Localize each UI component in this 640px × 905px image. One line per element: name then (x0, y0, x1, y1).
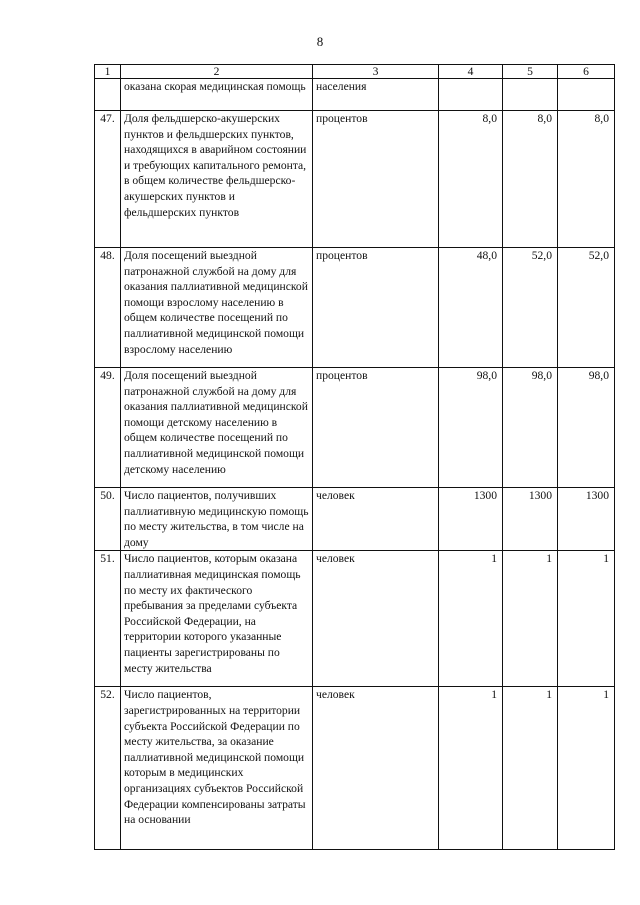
table-row (95, 488, 615, 551)
value-cell: 98,0 (503, 368, 558, 488)
row-number: 52. (95, 687, 121, 850)
value-cell (439, 79, 503, 111)
value-cell: 1 (439, 687, 503, 850)
column-header: 1 (95, 65, 121, 79)
value-cell: 1 (439, 551, 503, 687)
row-number (95, 79, 121, 111)
unit-cell: человек (313, 551, 439, 687)
value-cell: 8,0 (558, 111, 615, 248)
row-number: 49. (95, 368, 121, 488)
value-cell: 1 (503, 551, 558, 687)
row-number: 51. (95, 551, 121, 687)
unit-cell: человек (313, 488, 439, 551)
value-cell: 98,0 (439, 368, 503, 488)
column-header: 6 (558, 65, 615, 79)
table-header-row (95, 65, 615, 79)
indicator-name: Доля посещений выездной патронажной службой на дому для оказания паллиативной медицинской помощи детскому населению в общем количестве посещений по паллиативной медицинской помощи детскому населению (121, 368, 313, 488)
value-cell (558, 79, 615, 111)
column-header: 4 (439, 65, 503, 79)
unit-cell: населения (313, 79, 439, 111)
value-cell: 1300 (558, 488, 615, 551)
row-number: 50. (95, 488, 121, 551)
column-header: 2 (121, 65, 313, 79)
table-row (95, 79, 615, 111)
value-cell: 98,0 (558, 368, 615, 488)
value-cell: 52,0 (558, 248, 615, 368)
indicator-name: Число пациентов, зарегистрированных на территории субъекта Российской Федерации по месту жительства, за оказание паллиативной медицинской помощи которым в медицинских организациях субъектов Российской Федерации компенсированы затраты на основании (121, 687, 313, 850)
value-cell (503, 79, 558, 111)
table-row (95, 551, 615, 687)
value-cell: 52,0 (503, 248, 558, 368)
row-number: 48. (95, 248, 121, 368)
indicator-name: Доля посещений выездной патронажной службой на дому для оказания паллиативной медицинской помощи взрослому населению в общем количестве посещений по паллиативной медицинской помощи взрослому населению (121, 248, 313, 368)
value-cell: 1 (503, 687, 558, 850)
value-cell: 1 (558, 687, 615, 850)
column-header: 5 (503, 65, 558, 79)
value-cell: 1 (558, 551, 615, 687)
unit-cell: процентов (313, 248, 439, 368)
table-row (95, 248, 615, 368)
indicator-name: Доля фельдшерско-акушерских пунктов и фельдшерских пунктов, находящихся в аварийном состоянии и требующих капитального ремонта, в общем количестве фельдшерско-акушерских пунктов и фельдшерских пунктов (121, 111, 313, 248)
indicator-name: Число пациентов, получивших паллиативную медицинскую помощь по месту жительства, в том числе на дому (121, 488, 313, 551)
unit-cell: процентов (313, 111, 439, 248)
value-cell: 1300 (503, 488, 558, 551)
table-row (95, 111, 615, 248)
row-number: 47. (95, 111, 121, 248)
table-row (95, 368, 615, 488)
column-header: 3 (313, 65, 439, 79)
value-cell: 8,0 (503, 111, 558, 248)
page-number: 8 (316, 34, 324, 49)
value-cell: 48,0 (439, 248, 503, 368)
value-cell: 8,0 (439, 111, 503, 248)
indicator-table (94, 64, 615, 850)
table-row (95, 687, 615, 850)
indicator-name: Число пациентов, которым оказана паллиативная медицинская помощь по месту их фактического пребывания за пределами субъекта Российской Федерации, на территории которого указанные пациенты зарегистрированы по месту жительства (121, 551, 313, 687)
unit-cell: процентов (313, 368, 439, 488)
value-cell: 1300 (439, 488, 503, 551)
indicator-name: оказана скорая медицинская помощь (121, 79, 313, 111)
unit-cell: человек (313, 687, 439, 850)
